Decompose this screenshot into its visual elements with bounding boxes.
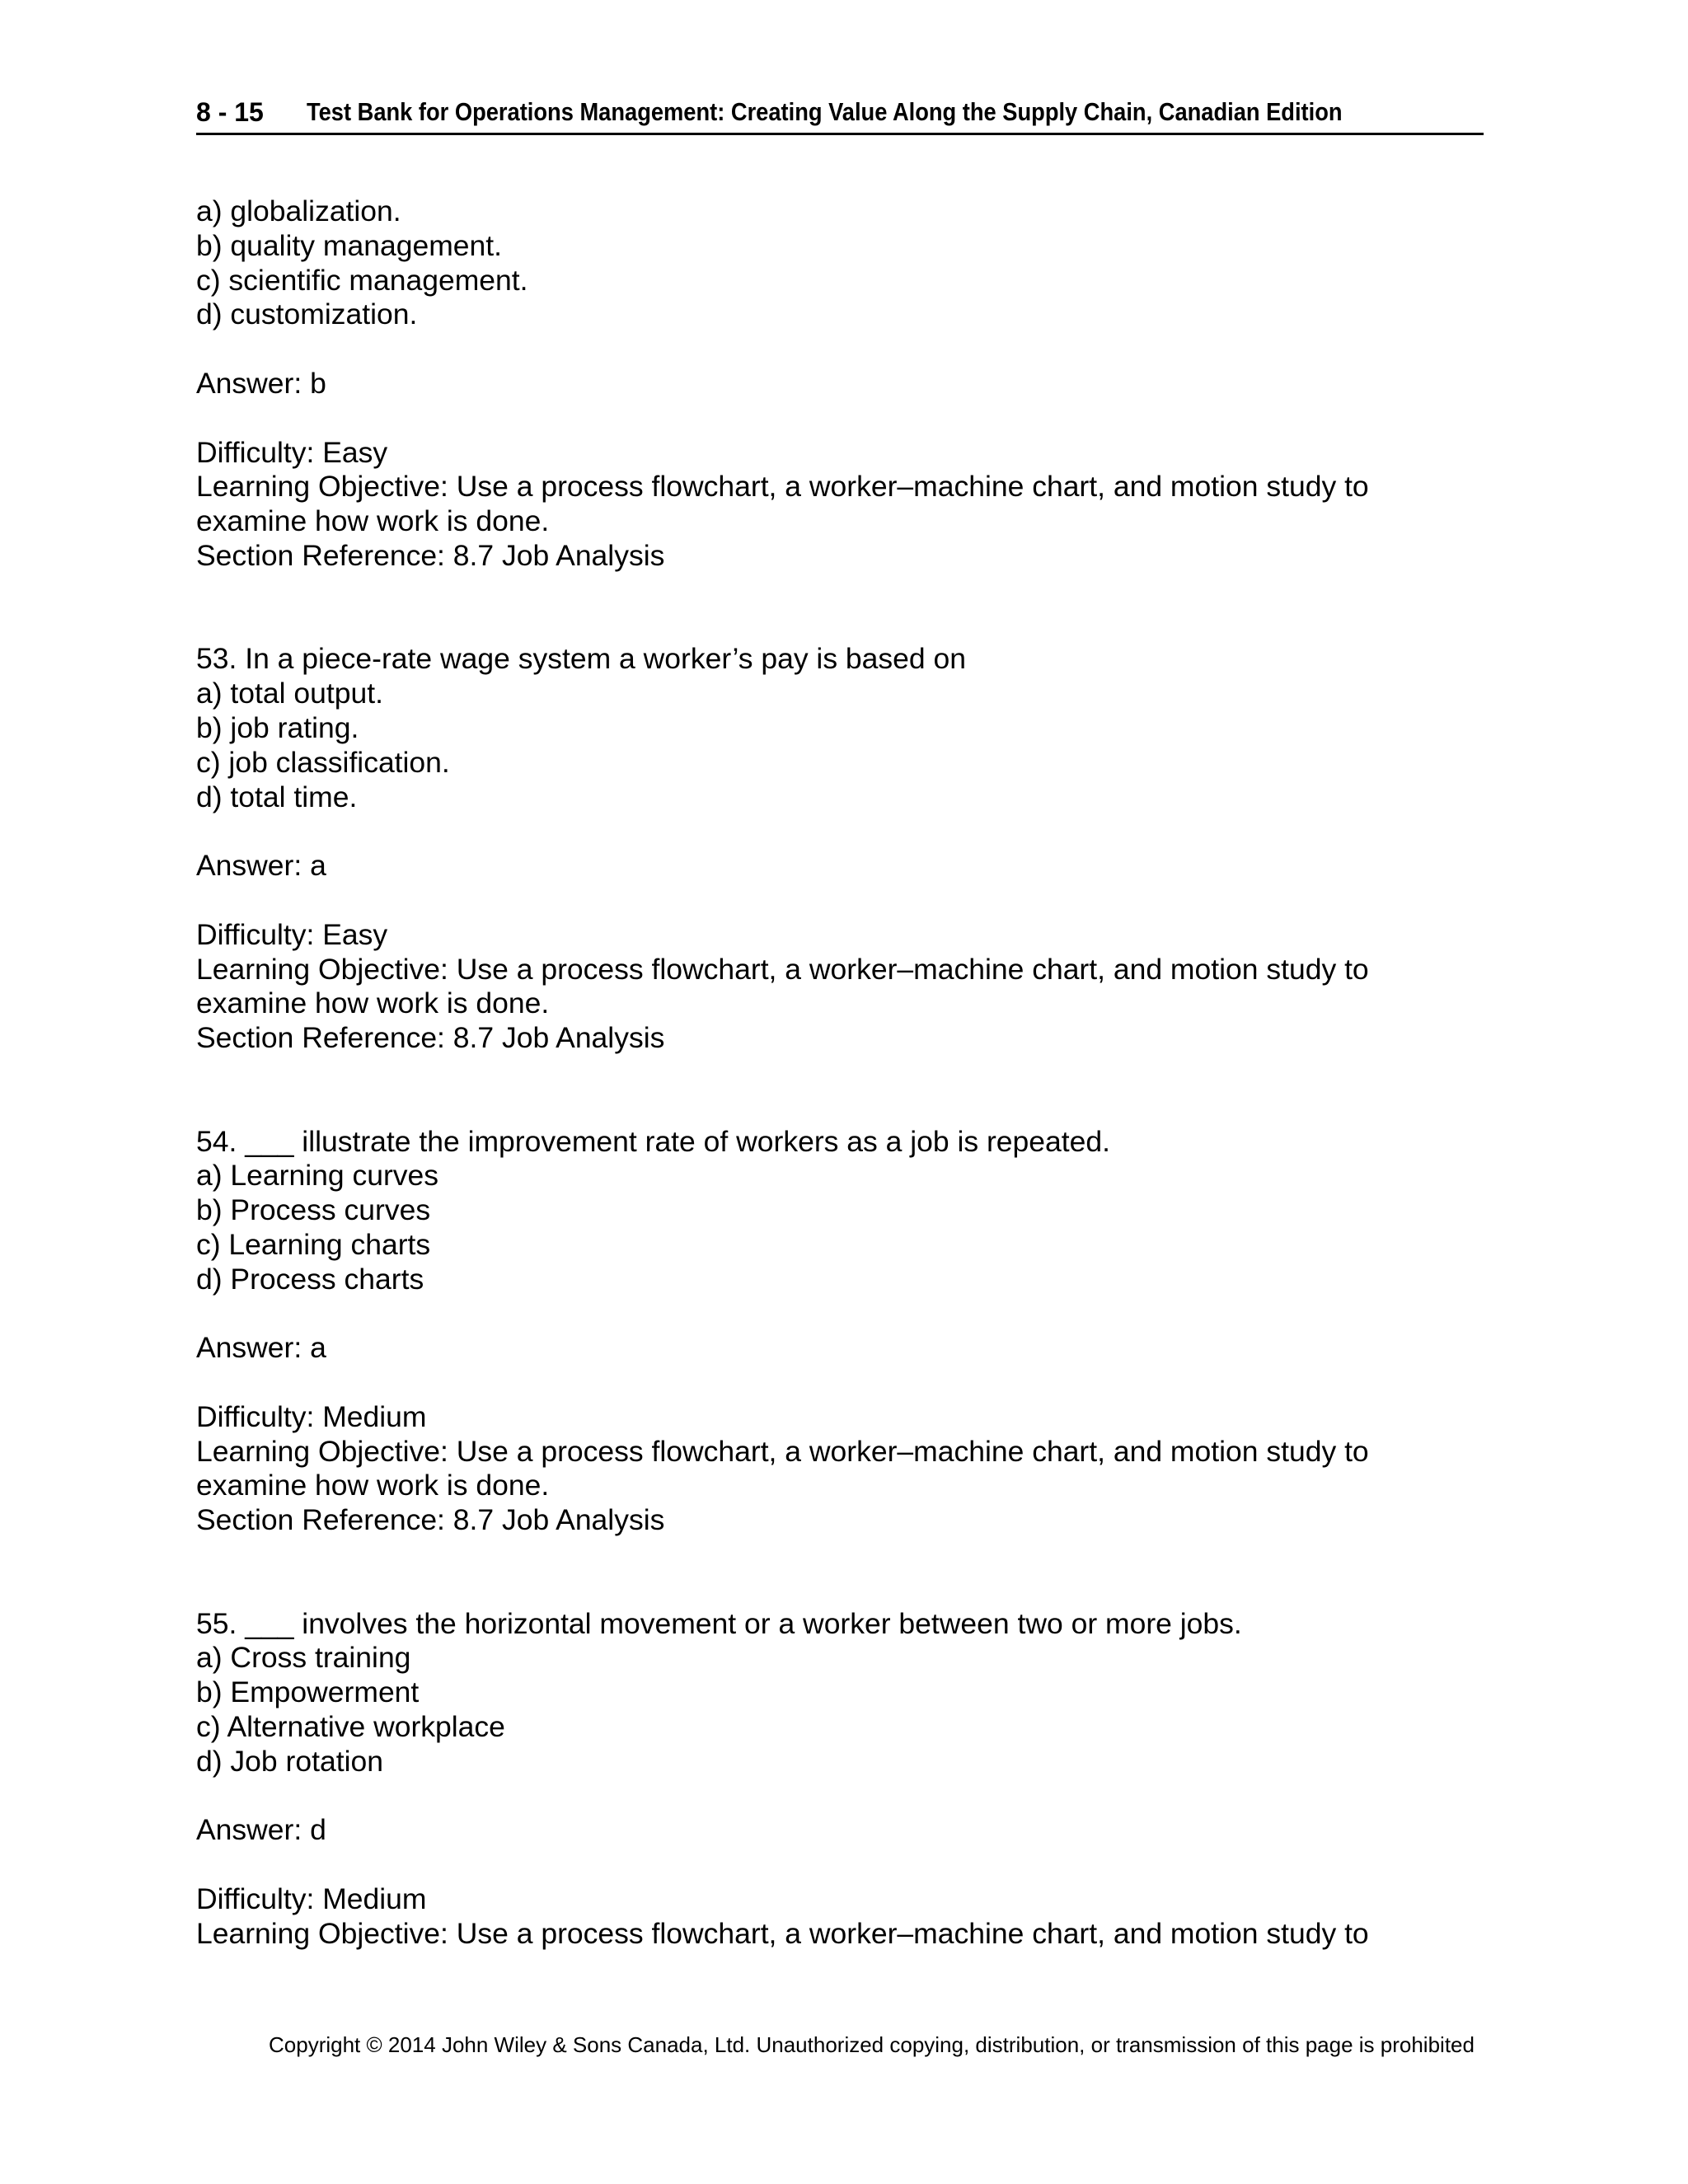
difficulty: Difficulty: Easy xyxy=(196,435,388,469)
learning-objective: Learning Objective: Use a process flowchart, a worker–machine chart, and motion study to xyxy=(196,470,1369,504)
page-header xyxy=(196,96,1484,135)
question-block-52 xyxy=(196,194,1482,574)
section-reference: Section Reference: 8.7 Job Analysis xyxy=(196,538,665,572)
question-text: 54. ___ illustrate the improvement rate of workers as a job is repeated. xyxy=(196,1124,1110,1158)
answer: Answer: d xyxy=(196,1813,326,1847)
option-d: d) Job rotation xyxy=(196,1744,383,1778)
question-block-53 xyxy=(196,642,1482,1056)
learning-objective-continued: examine how work is done. xyxy=(196,504,550,538)
header-title: Test Bank for Operations Management: Creating Value Along the Supply Chain, Canadian Edition xyxy=(307,97,1343,126)
answer: Answer: a xyxy=(196,849,326,883)
option-d: d) Process charts xyxy=(196,1262,424,1296)
option-a: a) Learning curves xyxy=(196,1159,439,1193)
learning-objective: Learning Objective: Use a process flowchart, a worker–machine chart, and motion study to xyxy=(196,952,1369,986)
option-c: c) scientific management. xyxy=(196,263,528,297)
question-block-54 xyxy=(196,1125,1482,1539)
option-d: d) customization. xyxy=(196,298,418,331)
option-a: a) total output. xyxy=(196,677,383,710)
learning-objective: Learning Objective: Use a process flowchart, a worker–machine chart, and motion study to xyxy=(196,1434,1369,1468)
option-b: b) quality management. xyxy=(196,228,502,262)
difficulty: Difficulty: Medium xyxy=(196,1399,427,1433)
learning-objective-continued: examine how work is done. xyxy=(196,987,550,1020)
option-d: d) total time. xyxy=(196,780,358,813)
difficulty: Difficulty: Easy xyxy=(196,917,388,951)
option-b: b) Process curves xyxy=(196,1193,431,1227)
answer: Answer: b xyxy=(196,366,326,400)
option-b: b) Empowerment xyxy=(196,1675,420,1709)
learning-objective-continued: examine how work is done. xyxy=(196,1469,550,1502)
copyright-footer: Copyright © 2014 John Wiley & Sons Canada, Ltd. Unauthorized copying, distribution, or transmission of this page is prohibited xyxy=(269,2032,1475,2057)
page-content xyxy=(196,194,1482,1952)
option-c: c) Learning charts xyxy=(196,1227,431,1261)
option-a: a) globalization. xyxy=(196,194,401,227)
option-c: c) job classification. xyxy=(196,745,450,779)
page-number: 8 - 15 xyxy=(196,97,264,127)
section-reference: Section Reference: 8.7 Job Analysis xyxy=(196,1503,665,1537)
option-c: c) Alternative workplace xyxy=(196,1710,505,1744)
option-a: a) Cross training xyxy=(196,1641,411,1675)
question-text: 53. In a piece-rate wage system a worker’s pay is based on xyxy=(196,642,967,676)
answer: Answer: a xyxy=(196,1331,326,1365)
difficulty: Difficulty: Medium xyxy=(196,1882,427,1916)
question-block-55 xyxy=(196,1607,1482,1952)
section-reference: Section Reference: 8.7 Job Analysis xyxy=(196,1021,665,1055)
question-text: 55. ___ involves the horizontal movement or a worker between two or more jobs. xyxy=(196,1606,1242,1640)
learning-objective: Learning Objective: Use a process flowchart, a worker–machine chart, and motion study to xyxy=(196,1916,1369,1950)
option-b: b) job rating. xyxy=(196,710,359,744)
